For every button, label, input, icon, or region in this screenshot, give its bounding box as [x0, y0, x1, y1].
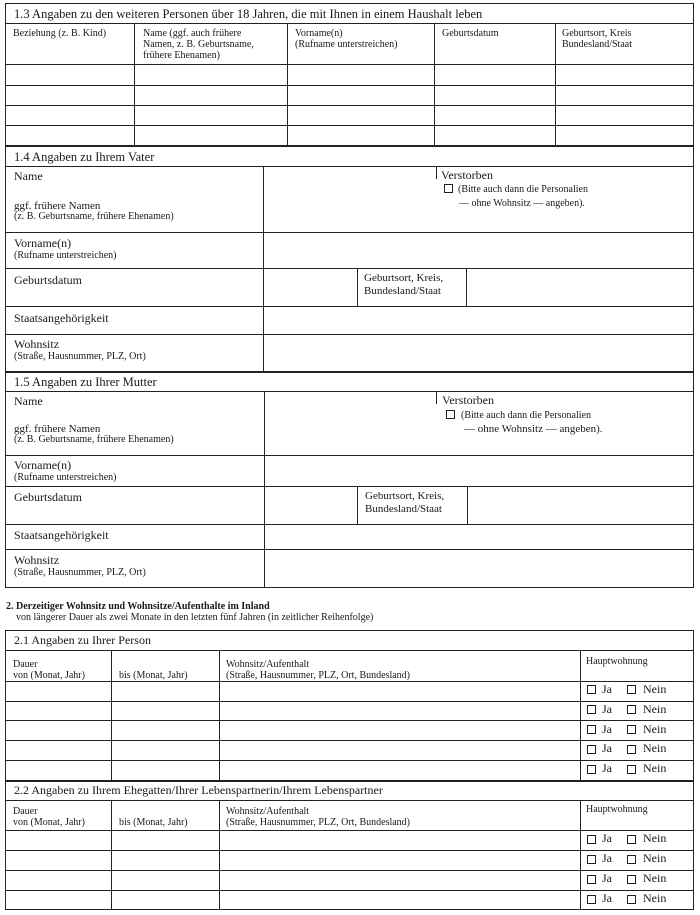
s21-row-5-no-checkbox[interactable] — [627, 765, 636, 774]
mother-deceased-label: Verstorben — [442, 393, 494, 407]
s21-row-1-no-checkbox[interactable] — [627, 685, 636, 694]
col-pob-header-l1: Geburtsort, Kreis — [562, 28, 632, 39]
s22-row-2-no-label: Nein — [643, 851, 667, 865]
mother-residence-sub: (Straße, Hausnummer, PLZ, Ort) — [14, 567, 146, 578]
father-residence-sub: (Straße, Hausnummer, PLZ, Ort) — [14, 351, 146, 362]
s22-row-3-no-label: Nein — [643, 871, 667, 885]
s21-row-3-yes-checkbox[interactable] — [587, 725, 596, 734]
mother-dob-label: Geburtsdatum — [14, 490, 82, 504]
father-pob-input[interactable] — [467, 269, 693, 305]
s21-row-1-yes-label: Ja — [602, 682, 612, 696]
s21-row-5-yes-label: Ja — [602, 761, 612, 775]
s22-row-1-no-label: Nein — [643, 831, 667, 845]
mother-firstname-sub: (Rufname unterstreichen) — [14, 472, 117, 483]
s21-residence-header-l1: Wohnsitz/Aufenthalt — [226, 659, 310, 670]
household-row-2[interactable] — [6, 86, 693, 104]
s21-duration-header-l2: von (Monat, Jahr) — [13, 670, 85, 681]
col-name-header-l2: Namen, z. B. Geburtsname, — [143, 39, 254, 50]
s21-until-header: bis (Monat, Jahr) — [119, 670, 188, 681]
mother-name-label: Name — [14, 394, 43, 408]
father-pob-label-l1: Geburtsort, Kreis, — [364, 272, 444, 284]
mother-firstname-label: Vorname(n) — [14, 458, 72, 472]
father-firstname-sub: (Rufname unterstreichen) — [14, 250, 117, 261]
mother-firstname-input[interactable] — [265, 456, 693, 485]
household-row-4[interactable] — [6, 126, 693, 145]
section-2-subtitle: von längerer Dauer als zwei Monate in den letzten fünf Jahren (in zeitlicher Reihenfolge) — [16, 612, 374, 623]
s22-row-4-yes-checkbox[interactable] — [587, 895, 596, 904]
s21-row-3-no-label: Nein — [643, 722, 667, 736]
section-1-3-title: 1.3 Angaben zu den weiteren Personen über 18 Jahren, die mit Ihnen in einem Haushalt leben — [14, 7, 483, 21]
col-firstname-header-l2: (Rufname unterstreichen) — [295, 39, 398, 50]
father-name-label: Name — [14, 169, 43, 183]
father-firstname-input[interactable] — [264, 233, 693, 267]
s21-duration-header-l1: Dauer — [13, 659, 38, 670]
father-pob-label-l2: Bundesland/Staat — [364, 285, 441, 297]
mother-nationality-input[interactable] — [265, 525, 693, 548]
col-pob-header-l2: Bundesland/Staat — [562, 39, 632, 50]
father-deceased-note-l2: — ohne Wohnsitz — angeben). — [459, 198, 585, 209]
mother-deceased-note-l2: — ohne Wohnsitz — angeben). — [464, 423, 603, 435]
mother-deceased-note-l1: (Bitte auch dann die Personalien — [461, 410, 591, 421]
s21-row-1-no-label: Nein — [643, 682, 667, 696]
s22-row-2-yes-label: Ja — [602, 851, 612, 865]
s22-row-4-yes-label: Ja — [602, 891, 612, 905]
s21-main-residence-header: Hauptwohnung — [586, 656, 648, 667]
col-name-header-l3: frühere Ehenamen) — [143, 50, 220, 61]
s21-row-5-yes-checkbox[interactable] — [587, 765, 596, 774]
s22-row-3-yes-checkbox[interactable] — [587, 875, 596, 884]
father-deceased-note-l1: (Bitte auch dann die Personalien — [458, 184, 588, 195]
mother-residence-input[interactable] — [265, 550, 693, 587]
father-dob-input[interactable] — [264, 269, 356, 305]
s21-row-1-yes-checkbox[interactable] — [587, 685, 596, 694]
household-row-1[interactable] — [6, 65, 693, 84]
s22-row-3-no-checkbox[interactable] — [627, 875, 636, 884]
s22-residence-header-l1: Wohnsitz/Aufenthalt — [226, 806, 310, 817]
col-name-header-l1: Name (ggf. auch frühere — [143, 28, 242, 39]
col-relationship-header: Beziehung (z. B. Kind) — [13, 28, 107, 39]
s22-row-1-yes-label: Ja — [602, 831, 612, 845]
s22-main-residence-header: Hauptwohnung — [586, 804, 648, 815]
mother-deceased-checkbox[interactable] — [446, 410, 455, 419]
s21-row-4-no-label: Nein — [643, 741, 667, 755]
col-firstname-header-l1: Vorname(n) — [295, 28, 343, 39]
s22-row-1-yes-checkbox[interactable] — [587, 835, 596, 844]
household-row-3[interactable] — [6, 106, 693, 124]
col-dob-header: Geburtsdatum — [442, 28, 499, 39]
father-former-names-sub: (z. B. Geburtsname, frühere Ehenamen) — [14, 211, 174, 222]
s21-row-4-yes-label: Ja — [602, 741, 612, 755]
s21-row-2-yes-label: Ja — [602, 702, 612, 716]
mother-residence-label: Wohnsitz — [14, 553, 60, 567]
mother-nationality-label: Staatsangehörigkeit — [14, 528, 109, 542]
section-1-4-title: 1.4 Angaben zu Ihrem Vater — [14, 150, 155, 164]
s21-row-2-yes-checkbox[interactable] — [587, 705, 596, 714]
s21-row-2-no-label: Nein — [643, 702, 667, 716]
s22-row-4-no-label: Nein — [643, 891, 667, 905]
s21-row-3-yes-label: Ja — [602, 722, 612, 736]
mother-name-input[interactable] — [265, 392, 434, 454]
s22-residence-header-l2: (Straße, Hausnummer, PLZ, Ort, Bundesland) — [226, 817, 411, 828]
father-former-names-label: ggf. frühere Namen — [14, 200, 101, 212]
s22-row-4-no-checkbox[interactable] — [627, 895, 636, 904]
s21-row-4-no-checkbox[interactable] — [627, 745, 636, 754]
s22-duration-header-l2: von (Monat, Jahr) — [13, 817, 85, 828]
s22-row-1-no-checkbox[interactable] — [627, 835, 636, 844]
mother-pob-label-l1: Geburtsort, Kreis, — [365, 490, 445, 502]
mother-pob-input[interactable] — [468, 487, 693, 523]
father-deceased-checkbox[interactable] — [444, 184, 453, 193]
s21-row-3-no-checkbox[interactable] — [627, 725, 636, 734]
s22-row-2-no-checkbox[interactable] — [627, 855, 636, 864]
s21-residence-header-l2: (Straße, Hausnummer, PLZ, Ort, Bundesland) — [226, 670, 411, 681]
mother-pob-label-l2: Bundesland/Staat — [365, 503, 442, 515]
section-2-title: 2. Derzeitiger Wohnsitz und Wohnsitze/Aufenthalte im Inland — [6, 601, 270, 612]
s22-until-header: bis (Monat, Jahr) — [119, 817, 188, 828]
s22-row-3-yes-label: Ja — [602, 871, 612, 885]
s21-row-5-no-label: Nein — [643, 761, 667, 775]
section-2-2-title: 2.2 Angaben zu Ihrem Ehegatten/Ihrer Lebenspartnerin/Ihrem Lebenspartner — [14, 783, 383, 797]
mother-former-names-label: ggf. frühere Namen — [14, 423, 101, 435]
mother-dob-input[interactable] — [265, 487, 356, 523]
father-name-input[interactable] — [264, 167, 434, 231]
father-residence-input[interactable] — [264, 335, 693, 371]
father-firstname-label: Vorname(n) — [14, 236, 72, 250]
father-residence-label: Wohnsitz — [14, 337, 60, 351]
father-deceased-label: Verstorben — [441, 168, 493, 182]
section-2-1-title: 2.1 Angaben zu Ihrer Person — [14, 633, 151, 647]
s22-row-2-yes-checkbox[interactable] — [587, 855, 596, 864]
father-nationality-label: Staatsangehörigkeit — [14, 311, 109, 325]
s21-row-4-yes-checkbox[interactable] — [587, 745, 596, 754]
father-dob-label: Geburtsdatum — [14, 273, 82, 287]
father-nationality-input[interactable] — [264, 307, 693, 333]
s22-duration-header-l1: Dauer — [13, 806, 38, 817]
mother-former-names-sub: (z. B. Geburtsname, frühere Ehenamen) — [14, 434, 174, 445]
s21-row-2-no-checkbox[interactable] — [627, 705, 636, 714]
section-1-5-title: 1.5 Angaben zu Ihrer Mutter — [14, 375, 157, 389]
